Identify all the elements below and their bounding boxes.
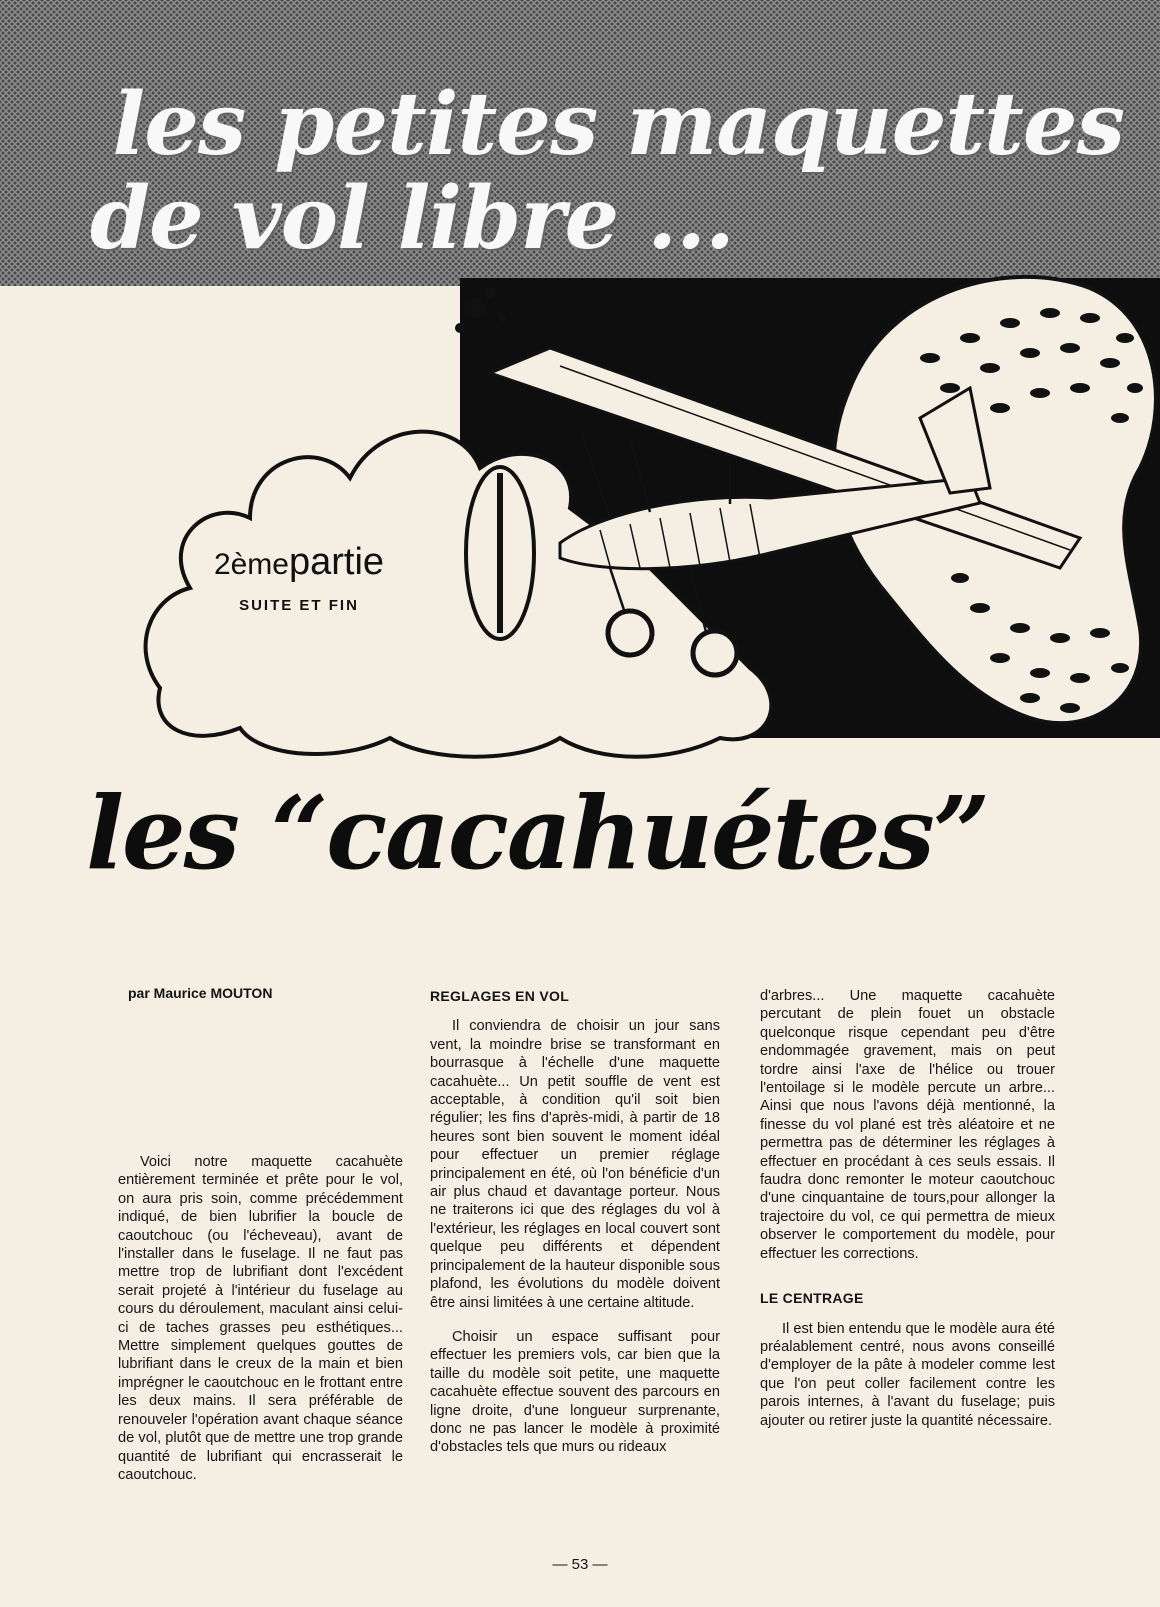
paragraph: d'arbres... Une maquette cacahuète percutant de plein fouet un obstacle quelconque risque cependant peu d'être endommagée gravement, mais on peut tordre ainsi l'axe de l'hélice ou trouer l'entoilage si le modèle percute un arbre... Ainsi que nous l'avons déjà mentionné, la finesse du vol plané est très aléatoire et ne permettra pas de déterminer les réglages à effectuer en procédant à ces seuls essais. Il faudra donc remonter le moteur caoutchouc d'une cinquantaine de tours,pour allonger la trajectoire du vol, ce qui permettra de mieux observer le comportement du modèle, pour effectuer les corrections. <box>760 988 1055 1262</box>
paragraph: Voici notre maquette cacahuète entièrement terminée et prête pour le vol, on aura pris soin, comme précédemment indiqué, de bien lubrifier la boucle de caoutchouc (ou l'écheveau), avant de l'installer dans le fuselage. Il ne faut pas mettre trop de lubrifiant dont l'excédent serait projeté à l'intérieur du fuselage au cours du déroulement, maculant ainsi celui-ci de taches grasses peu esthétiques... Mettre simplement quelques gouttes de lubrifiant dans le creux de la main et bien imprégner le caoutchouc en le frottant entre les deux mains. Il sera préférable de renouveler l'opération avant chaque séance de vol, plutôt que de mettre une trop grande quantité de lubrifiant qui encrasserait le caoutchouc. <box>118 1154 403 1483</box>
page-number: — 53 — <box>552 1556 608 1573</box>
airplane-over-peanut-illustration <box>130 268 1160 768</box>
series-title-line1: les petites maquettes <box>112 74 1124 175</box>
part-subtitle: SUITE ET FIN <box>239 597 359 614</box>
article-title: les “cacahuétes” <box>86 774 989 892</box>
left-wheel <box>608 611 652 655</box>
section-heading-reglages: REGLAGES EN VOL <box>430 988 570 1004</box>
section-heading-centrage: LE CENTRAGE <box>760 1290 864 1307</box>
paragraph: Il conviendra de choisir un jour sans vent, la moindre brise se transformant en bourrasque à l'échelle d'une maquette cacahuète... Un petit souffle de vent est acceptable, à condition qu'il soit bien régulier; les fins d'après-midi, à partir de 18 heures sont bien souvent le moment idéal pour effectuer un premier réglage principalement en été, où l'on bénéficie d'un air plus chaud et davantage porteur. Nous ne traiterons ici que des réglages du vol à l'extérieur, les réglages en local couvert sont quelque peu différents et dépendent principalement de la hauteur disponible sous plafond, les évolutions du modèle doivent être ainsi limitées à une certaine altitude. <box>430 1018 720 1311</box>
part-heading-block <box>174 540 424 614</box>
series-title-line2: de vol libre ... <box>90 168 734 269</box>
paragraph: Choisir un espace suffisant pour effectuer les premiers vols, car bien que la taille du modèle soit petite, une maquette cacahuète effectue souvent des parcours en ligne droite, d'une longueur surprenante, donc ne pas lancer le modèle à proximité d'obstacles tels que murs ou rideaux <box>430 1328 720 1456</box>
series-title <box>90 74 1124 269</box>
text-column-2 <box>430 987 720 1457</box>
part-word: partie <box>288 541 385 583</box>
part-title <box>174 540 424 587</box>
header-halftone-band <box>0 0 1160 286</box>
paragraph: Il est bien entendu que le modèle aura été préalablement centré, nous avons conseillé d'employer de la pâte à modeler comme lest que l'on peut coller facilement contre les parois internes, à l'avant du fuselage; puis ajouter ou retirer juste la quantité nécessaire. <box>760 1320 1055 1429</box>
right-wheel <box>693 631 737 675</box>
author-byline: par Maurice MOUTON <box>128 985 273 1001</box>
text-column-3 <box>760 987 1055 1430</box>
text-column-1 <box>118 1153 403 1484</box>
part-number: 2ème <box>213 548 289 581</box>
